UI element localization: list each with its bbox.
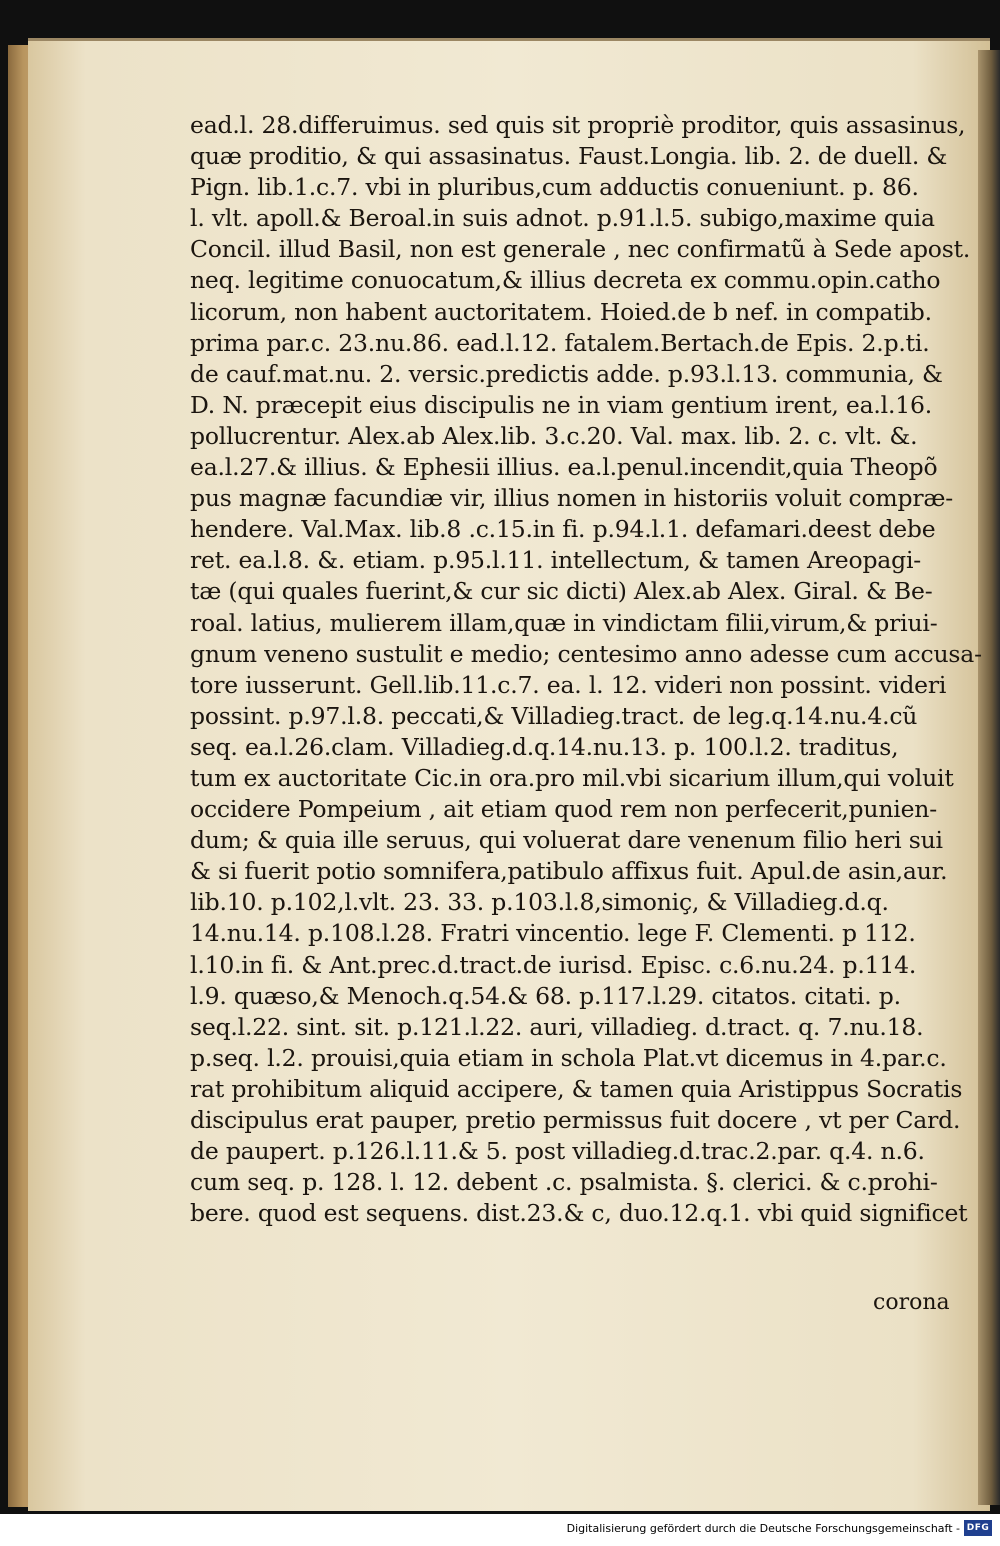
text-line: ret. ea.l.8. &. etiam. p.95.l.11. intellectum, & tamen Areopagi- [190,546,922,575]
text-line: de paupert. p.126.l.11.& 5. post villadieg.d.trac.2.par. q.4. n.6. [190,1137,925,1166]
text-line: 14.nu.14. p.108.l.28. Fratri vincentio. lege F. Clementi. p 112. [190,919,916,948]
text-line: dum; & quia ille seruus, qui voluerat dare venenum filio heri sui [190,826,943,855]
footer-bar [0,1514,1000,1546]
text-line: & si fuerit potio somnifera,patibulo affixus fuit. Apul.de asin,aur. [190,857,948,886]
catchword: corona [873,1290,950,1315]
text-line: l. vlt. apoll.& Beroal.in suis adnot. p.91.l.5. subigo,maxime quia [190,204,935,233]
text-line: prima par.c. 23.nu.86. ead.l.12. fatalem.Bertach.de Epis. 2.p.ti. [190,328,930,357]
text-line: rat prohibitum aliquid accipere, & tamen quia Aristippus Socratis [190,1074,963,1103]
text-line: quæ proditio, & qui assasinatus. Faust.Longia. lib. 2. de duell. & [190,142,948,171]
text-line: tum ex auctoritate Cic.in ora.pro mil.vbi sicarium illum,qui voluit [190,763,954,792]
text-line: p.seq. l.2. prouisi,quia etiam in schola Plat.vt dicemus in 4.par.c. [190,1043,947,1072]
funding-credit: Digitalisierung gefördert durch die Deutsche Forschungsgemeinschaft - [566,1522,960,1535]
text-line: de cauf.mat.nu. 2. versic.predictis adde. p.93.l.13. communia, & [190,359,943,388]
text-line: ead.l. 28.differuimus. sed quis sit propriè proditor, quis assasinus, [190,111,966,139]
text-line: pus magnæ facundiæ vir, illius nomen in historiis voluit compræ- [190,484,954,513]
text-line: l.10.in fi. & Ant.prec.d.tract.de iurisd. Episc. c.6.nu.24. p.114. [190,950,917,979]
text-line: hendere. Val.Max. lib.8 .c.15.in fi. p.94.l.1. defamari.deest debe [190,515,936,544]
text-line: pollucrentur. Alex.ab Alex.lib. 3.c.20. Val. max. lib. 2. c. vlt. &. [190,421,918,450]
text-line: occidere Pompeium , ait etiam quod rem non perfecerit,punien- [190,795,937,824]
text-line: l.9. quæso,& Menoch.q.54.& 68. p.117.l.29. citatos. citati. p. [190,981,901,1010]
text-line: Concil. illud Basil, non est generale , nec confirmatũ à Sede apost. [190,235,971,264]
text-line: licorum, non habent auctoritatem. Hoied.de b nef. in compatib. [190,297,932,326]
text-line: lib.10. p.102,l.vlt. 23. 33. p.103.l.8,simoniç, & Villadieg.d.q. [190,888,889,917]
errata-text-block [190,110,990,1229]
text-line: tore iusserunt. Gell.lib.11.c.7. ea. l. 12. videri non possint. videri [190,670,947,699]
text-line: possint. p.97.l.8. peccati,& Villadieg.tract. de leg.q.14.nu.4.cũ [190,701,918,730]
text-line: D. N. præcepit eius discipulis ne in viam gentium irent, ea.l.16. [190,390,933,419]
text-line: bere. quod est sequens. dist.23.& c, duo.12.q.1. vbi quid significet [190,1199,968,1228]
text-line: seq.l.22. sint. sit. p.121.l.22. auri, villadieg. d.tract. q. 7.nu.18. [190,1012,924,1041]
text-line: tæ (qui quales fuerint,& cur sic dicti) Alex.ab Alex. Giral. & Be- [190,577,933,606]
text-line: ea.l.27.& illius. & Ephesii illius. ea.l.penul.incendit,quia Theopõ [190,453,938,482]
text-line: Pign. lib.1.c.7. vbi in pluribus,cum adductis conueniunt. p. 86. [190,173,919,202]
text-line: roal. latius, mulierem illam,quæ in vindictam filii,virum,& priui- [190,608,938,637]
dfg-logo-icon: DFG [964,1520,992,1536]
text-line: cum seq. p. 128. l. 12. debent .c. psalmista. §. clerici. & c.prohi- [190,1168,938,1197]
text-line: neq. legitime conuocatum,& illius decreta ex commu.opin.catho [190,266,941,295]
text-line: seq. ea.l.26.clam. Villadieg.d.q.14.nu.13. p. 100.l.2. traditus, [190,732,899,761]
text-line: discipulus erat pauper, pretio permissus fuit docere , vt per Card. [190,1106,961,1134]
text-line: gnum veneno sustulit e medio; centesimo anno adesse cum accusa- [190,639,982,668]
